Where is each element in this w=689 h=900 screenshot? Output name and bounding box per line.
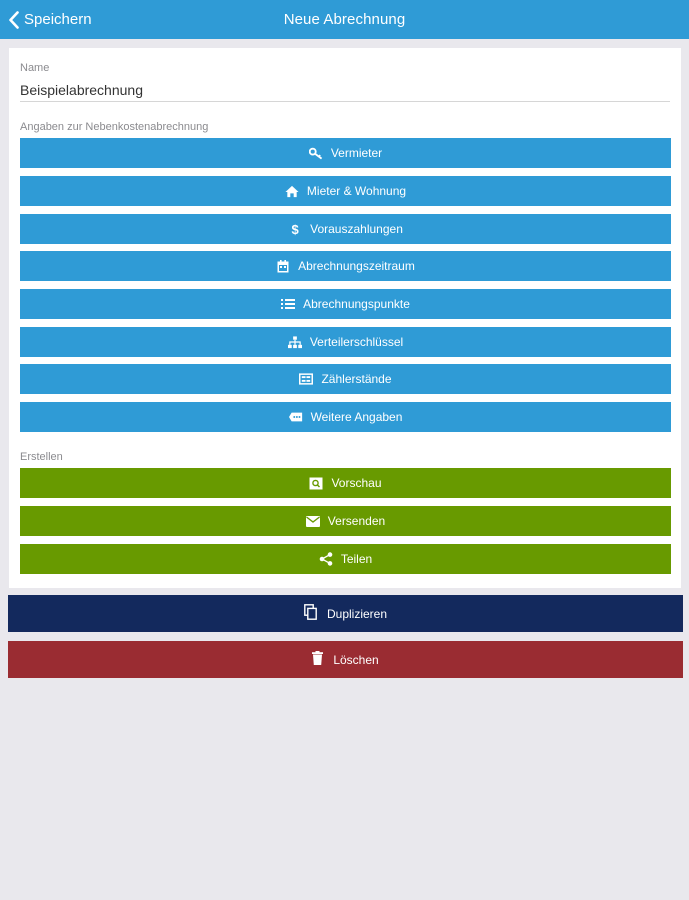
share-button-label: Teilen (340, 552, 373, 566)
copy-icon (304, 604, 317, 623)
page-title: Neue Abrechnung (283, 11, 406, 28)
preview-button-label: Vorschau (331, 476, 382, 490)
meter-icon (299, 372, 313, 386)
trash-icon (312, 651, 323, 668)
billing-period-button-label: Abrechnungszeitraum (298, 259, 415, 273)
prepayments-button[interactable] (20, 214, 671, 244)
back-button-label: Speichern (24, 11, 92, 28)
billing-items-button[interactable] (20, 289, 671, 319)
navbar (0, 0, 689, 39)
additional-info-button[interactable] (20, 402, 671, 432)
send-button[interactable] (20, 506, 671, 536)
additional-info-button-label: Weitere Angaben (310, 410, 403, 424)
duplicate-button[interactable] (8, 595, 683, 632)
prepayments-button-label: Vorauszahlungen (310, 222, 403, 236)
delete-button[interactable] (8, 641, 683, 678)
tenant-apartment-button[interactable] (20, 176, 671, 206)
chevron-left-icon (8, 11, 20, 29)
details-section-label: Angaben zur Nebenkostenabrechnung (20, 121, 209, 133)
sitemap-icon (288, 335, 302, 349)
billing-items-button-label: Abrechnungspunkte (303, 297, 410, 311)
landlord-button-label: Vermieter (330, 146, 383, 160)
tenant-apartment-button-label: Mieter & Wohnung (306, 184, 407, 198)
duplicate-button-label: Duplizieren (326, 606, 388, 621)
delete-button-label: Löschen (333, 652, 379, 667)
back-button[interactable] (8, 0, 92, 39)
meter-readings-button-label: Zählerstände (321, 372, 392, 386)
home-icon (285, 184, 299, 198)
name-input[interactable] (20, 79, 670, 101)
distribution-key-button-label: Verteilerschlüssel (309, 335, 404, 349)
preview-button[interactable] (20, 468, 671, 498)
distribution-key-button[interactable] (20, 327, 671, 357)
share-button[interactable] (20, 544, 671, 574)
meter-readings-button[interactable] (20, 364, 671, 394)
name-label: Name (20, 62, 50, 74)
envelope-icon (306, 514, 320, 528)
dollar-icon: $ (291, 221, 299, 237)
key-icon (309, 146, 323, 160)
landlord-button[interactable] (20, 138, 671, 168)
billing-period-button[interactable] (20, 251, 671, 281)
send-button-label: Versenden (327, 514, 386, 528)
create-section-label: Erstellen (20, 451, 63, 463)
form-card (9, 48, 681, 588)
comment-dots-icon (289, 410, 303, 424)
name-underline (20, 101, 670, 102)
list-icon (281, 297, 295, 311)
share-icon (319, 552, 333, 566)
preview-icon (309, 476, 323, 490)
calendar-icon (276, 259, 290, 273)
